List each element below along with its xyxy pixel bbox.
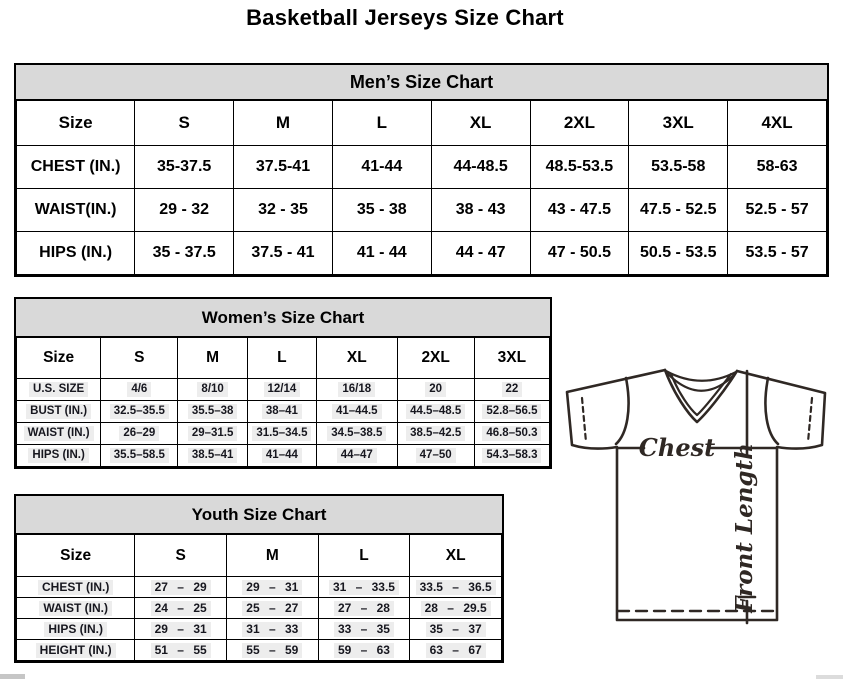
measurement-value-cell-text: 38.5–41: [188, 448, 238, 462]
measurement-value-cell-text: 31 – 33: [242, 622, 302, 637]
measurement-value-cell: [318, 577, 410, 598]
measurement-value-cell: [410, 619, 502, 640]
measurement-row: [17, 189, 827, 232]
measurement-value-cell-text: 41–44.5: [332, 404, 382, 418]
measurement-row-label-text: HIPS (IN.): [28, 448, 88, 462]
mens-size-table: [16, 100, 827, 275]
measurement-value-cell: [397, 445, 474, 467]
youth-size-chart: [14, 494, 504, 663]
measurement-row: [17, 423, 550, 445]
measurement-row: [17, 598, 502, 619]
measurement-value-cell-text: 34.5–38.5: [327, 426, 386, 440]
measurement-value-cell: [332, 146, 431, 189]
measurement-row-label: [17, 577, 135, 598]
measurement-row: [17, 401, 550, 423]
measurement-row: [17, 232, 827, 275]
cropped-edge-artifact-left: [0, 674, 25, 679]
measurement-value-cell-text: 33.5 – 36.5: [416, 580, 496, 595]
size-column-header-text: M: [275, 113, 291, 132]
measurement-value-cell: [530, 146, 629, 189]
measurement-value-cell: [474, 423, 549, 445]
measurement-value-cell-text: 32.5–35.5: [110, 404, 169, 418]
measurement-value-cell: [178, 401, 247, 423]
measurement-value-cell-text: 29 – 31: [151, 622, 211, 637]
measurement-value-cell: [318, 619, 410, 640]
measurement-value-cell: [135, 146, 234, 189]
measurement-row-label: [17, 379, 101, 401]
measurement-value-cell: [178, 423, 247, 445]
measurement-row-label: [17, 445, 101, 467]
measurement-row: [17, 619, 502, 640]
measurement-value-cell: [397, 401, 474, 423]
measurement-value-cell: [410, 640, 502, 661]
size-column-header: [178, 338, 247, 379]
size-column-header-text: M: [265, 546, 279, 564]
measurement-value-cell-text: 29 – 31: [242, 580, 302, 595]
measurement-value-cell-text: 48.5-53.5: [545, 158, 614, 175]
measurement-row-label-text: BUST (IN.): [26, 404, 91, 418]
measurement-value-cell: [317, 423, 397, 445]
cropped-edge-artifact-right: [816, 675, 843, 679]
measurement-row: [17, 379, 550, 401]
measurement-value-cell-text: 53.5 - 57: [745, 244, 809, 261]
measurement-value-cell-text: 52.5 - 57: [745, 201, 809, 218]
youth-size-table: [16, 534, 502, 661]
measurement-value-cell-text: 58-63: [756, 158, 798, 175]
measurement-value-cell-text: 53.5-58: [651, 158, 706, 175]
right-cuff-stitch-line: [808, 398, 812, 442]
size-column-header-text: S: [178, 113, 190, 132]
measurement-value-cell: [397, 379, 474, 401]
measurement-value-cell: [101, 401, 178, 423]
measurement-value-cell-text: 35 - 38: [356, 201, 407, 218]
size-column-header: [135, 535, 227, 577]
measurement-value-cell-text: 50.5 - 53.5: [639, 244, 717, 261]
measurement-value-cell-text: 31 – 33.5: [329, 580, 399, 595]
measurement-value-cell: [317, 445, 397, 467]
measurement-value-cell-text: 32 - 35: [258, 201, 308, 218]
measurement-value-cell-text: 12/14: [264, 382, 301, 396]
measurement-value-cell-text: 22: [502, 382, 523, 396]
measurement-value-cell-text: 31.5–34.5: [252, 426, 311, 440]
size-column-header: [135, 101, 234, 146]
measurement-value-cell: [318, 598, 410, 619]
measurement-value-cell: [629, 146, 728, 189]
size-corner-header: [17, 535, 135, 577]
measurement-value-cell: [431, 189, 530, 232]
measurement-row: [17, 577, 502, 598]
measurement-row-label-text: HIPS (IN.): [44, 622, 107, 637]
size-column-header-text: XL: [346, 349, 367, 366]
measurement-value-cell: [135, 619, 227, 640]
measurement-value-cell-text: 16/18: [338, 382, 375, 396]
measurement-value-cell: [226, 619, 318, 640]
size-column-header: [317, 338, 397, 379]
measurement-row-label: [17, 189, 135, 232]
measurement-value-cell-text: 47.5 - 52.5: [639, 201, 717, 218]
right-armhole-seam: [765, 378, 778, 444]
measurement-value-cell: [178, 445, 247, 467]
size-column-header-text: XL: [469, 113, 492, 132]
mens-size-chart: [14, 63, 829, 277]
measurement-value-cell: [135, 640, 227, 661]
measurement-value-cell: [530, 232, 629, 275]
size-corner-header: [17, 338, 101, 379]
page-title: Basketball Jerseys Size Chart: [246, 5, 564, 30]
size-column-header: [629, 101, 728, 146]
measurement-value-cell-text: 55 – 59: [242, 643, 302, 658]
size-column-header: [530, 101, 629, 146]
measurement-value-cell-text: 35 - 37.5: [152, 244, 216, 261]
size-column-header: [431, 101, 530, 146]
measurement-value-cell: [317, 401, 397, 423]
measurement-value-cell-text: 59 – 63: [334, 643, 394, 658]
size-column-header-text: 3XL: [497, 349, 527, 366]
measurement-value-cell: [318, 640, 410, 661]
size-column-header: [318, 535, 410, 577]
measurement-row-label-text: CHEST (IN.): [30, 158, 121, 175]
measurement-value-cell-text: 54.3–58.3: [482, 448, 541, 462]
measurement-value-cell: [410, 577, 502, 598]
mens-chart-title: Men’s Size Chart: [16, 65, 827, 100]
measurement-value-cell-text: 4/6: [127, 382, 151, 396]
size-corner-header-text: Size: [58, 113, 93, 132]
measurement-row-label-text: HIPS (IN.): [39, 244, 113, 261]
collar-band-arc-1: [666, 371, 736, 381]
measurement-value-cell: [332, 232, 431, 275]
measurement-value-cell: [728, 232, 827, 275]
measurement-value-cell: [234, 146, 333, 189]
measurement-value-cell-text: 35 – 37: [426, 622, 486, 637]
size-column-header-text: 3XL: [662, 113, 694, 132]
measurement-value-cell-text: 46.8–50.3: [482, 426, 541, 440]
measurement-value-cell: [247, 379, 316, 401]
size-column-header-text: L: [277, 349, 287, 366]
measurement-value-cell: [431, 146, 530, 189]
measurement-value-cell-text: 35.5–38: [188, 404, 238, 418]
measurement-value-cell: [247, 423, 316, 445]
measurement-value-cell: [226, 577, 318, 598]
measurement-value-cell-text: 41 - 44: [356, 244, 407, 261]
jersey-outline-group: [567, 370, 825, 623]
measurement-value-cell: [101, 445, 178, 467]
measurement-value-cell-text: 52.8–56.5: [482, 404, 541, 418]
youth-chart-title: Youth Size Chart: [16, 496, 502, 534]
measurement-value-cell-text: 27 – 29: [151, 580, 211, 595]
size-column-header: [332, 101, 431, 146]
measurement-row: [17, 640, 502, 661]
measurement-value-cell: [332, 189, 431, 232]
measurement-row-label-text: U.S. SIZE: [29, 382, 88, 396]
measurement-row-label: [17, 640, 135, 661]
measurement-value-cell-text: 28 – 29.5: [421, 601, 491, 616]
measurement-value-cell-text: 27 – 28: [334, 601, 394, 616]
measurement-value-cell-text: 29–31.5: [188, 426, 238, 440]
measurement-row-label-text: HEIGHT (IN.): [36, 643, 116, 658]
size-column-header-text: 4XL: [761, 113, 793, 132]
measurement-row-label: [17, 146, 135, 189]
measurement-value-cell: [397, 423, 474, 445]
size-header-row: [17, 338, 550, 379]
measurement-row-label-text: CHEST (IN.): [38, 580, 113, 595]
jersey-measurement-diagram: [562, 364, 830, 628]
measurement-value-cell-text: 38.5–42.5: [406, 426, 465, 440]
measurement-value-cell: [234, 189, 333, 232]
measurement-value-cell-text: 63 – 67: [426, 643, 486, 658]
measurement-value-cell-text: 41-44: [361, 158, 403, 175]
measurement-value-cell-text: 38–41: [262, 404, 302, 418]
measurement-value-cell-text: 44–47: [337, 448, 377, 462]
measurement-value-cell: [234, 232, 333, 275]
measurement-value-cell: [410, 598, 502, 619]
measurement-row-label: [17, 598, 135, 619]
measurement-value-cell: [178, 379, 247, 401]
womens-size-table: [16, 337, 550, 467]
measurement-value-cell-text: 35.5–58.5: [110, 448, 169, 462]
measurement-value-cell-text: 47 - 50.5: [547, 244, 611, 261]
size-column-header-text: L: [376, 113, 387, 132]
size-column-header-text: L: [359, 546, 369, 564]
measurement-value-cell: [101, 379, 178, 401]
womens-chart-title: Women’s Size Chart: [16, 299, 550, 337]
measurement-value-cell: [728, 189, 827, 232]
jersey-body-outline: [567, 370, 825, 620]
measurement-value-cell-text: 43 - 47.5: [547, 201, 611, 218]
size-corner-header: [17, 101, 135, 146]
chest-label: Chest: [638, 433, 716, 462]
size-column-header: [397, 338, 474, 379]
measurement-row-label-text: WAIST(IN.): [34, 201, 117, 218]
size-column-header-text: M: [206, 349, 220, 366]
measurement-row-label: [17, 401, 101, 423]
measurement-value-cell-text: 26–29: [119, 426, 159, 440]
measurement-value-cell: [474, 379, 549, 401]
size-column-header: [728, 101, 827, 146]
measurement-value-cell-text: 44.5–48.5: [406, 404, 465, 418]
measurement-value-cell: [135, 598, 227, 619]
size-column-header: [101, 338, 178, 379]
size-corner-header-text: Size: [60, 546, 92, 564]
measurement-value-cell: [629, 189, 728, 232]
measurement-value-cell-text: 8/10: [197, 382, 227, 396]
size-column-header: [410, 535, 502, 577]
measurement-value-cell: [247, 445, 316, 467]
measurement-value-cell-text: 38 - 43: [455, 201, 506, 218]
measurement-value-cell-text: 24 – 25: [151, 601, 211, 616]
measurement-row-label-text: WAIST (IN.): [39, 601, 112, 616]
measurement-row-label: [17, 232, 135, 275]
measurement-value-cell-text: 29 - 32: [159, 201, 210, 218]
measurement-value-cell: [135, 577, 227, 598]
measurement-value-cell-text: 44 - 47: [455, 244, 506, 261]
measurement-row-label: [17, 423, 101, 445]
measurement-value-cell-text: 20: [425, 382, 446, 396]
measurement-value-cell-text: 35-37.5: [157, 158, 212, 175]
measurement-row-label-text: WAIST (IN.): [24, 426, 94, 440]
measurement-value-cell: [317, 379, 397, 401]
size-header-row: [17, 535, 502, 577]
measurement-value-cell: [226, 640, 318, 661]
left-armhole-seam: [616, 378, 629, 444]
measurement-value-cell-text: 51 – 55: [151, 643, 211, 658]
measurement-row-label: [17, 619, 135, 640]
size-column-header: [234, 101, 333, 146]
measurement-value-cell: [474, 445, 549, 467]
measurement-value-cell: [135, 189, 234, 232]
measurement-value-cell: [135, 232, 234, 275]
measurement-value-cell-text: 25 – 27: [242, 601, 302, 616]
measurement-value-cell: [728, 146, 827, 189]
size-column-header-text: 2XL: [421, 349, 450, 366]
front-length-label: Front Length: [731, 443, 758, 613]
size-corner-header-text: Size: [43, 349, 75, 366]
measurement-value-cell-text: 33 – 35: [334, 622, 394, 637]
measurement-value-cell: [247, 401, 316, 423]
size-column-header: [226, 535, 318, 577]
size-column-header-text: S: [134, 349, 145, 366]
measurement-value-cell: [530, 189, 629, 232]
measurement-value-cell-text: 41–44: [262, 448, 302, 462]
measurement-row: [17, 445, 550, 467]
diagram-labels-group: [639, 433, 758, 614]
size-column-header-text: XL: [445, 546, 466, 564]
measurement-row: [17, 146, 827, 189]
measurement-value-cell-text: 37.5 - 41: [251, 244, 315, 261]
measurement-value-cell: [101, 423, 178, 445]
measurement-value-cell-text: 47–50: [416, 448, 456, 462]
measurement-value-cell: [431, 232, 530, 275]
measurement-value-cell: [629, 232, 728, 275]
size-column-header: [247, 338, 316, 379]
size-column-header: [474, 338, 549, 379]
size-column-header-text: S: [175, 546, 186, 564]
measurement-value-cell: [226, 598, 318, 619]
measurement-value-cell: [474, 401, 549, 423]
collar-outer-v: [665, 370, 737, 422]
size-header-row: [17, 101, 827, 146]
left-cuff-stitch-line: [582, 398, 586, 442]
measurement-value-cell-text: 37.5-41: [255, 158, 311, 175]
size-column-header-text: 2XL: [563, 113, 595, 132]
measurement-value-cell-text: 44-48.5: [453, 158, 508, 175]
womens-size-chart: [14, 297, 552, 469]
